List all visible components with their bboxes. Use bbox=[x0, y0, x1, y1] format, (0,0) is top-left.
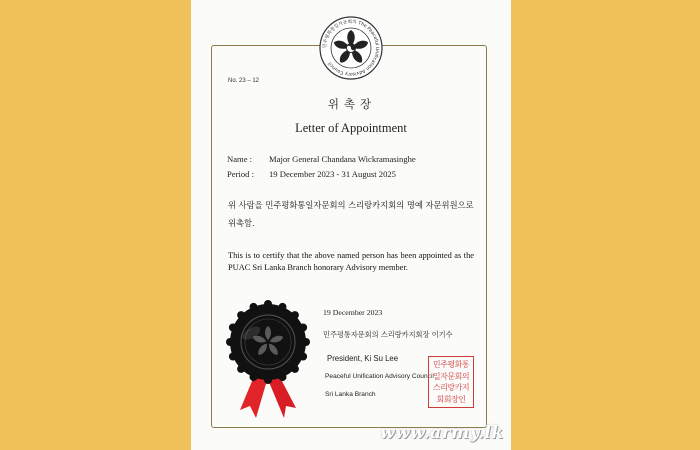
name-label: Name : bbox=[227, 154, 253, 164]
english-paragraph: This is to certify that the above named person has been appointed as the PUAC Sri Lanka Branch honorary Advisory member. bbox=[228, 251, 474, 272]
official-stamp bbox=[428, 356, 474, 408]
organization-line-2: Sri Lanka Branch bbox=[325, 391, 376, 398]
president-line: President, Ki Su Lee bbox=[327, 354, 399, 363]
stamp-line: 회회장인 bbox=[436, 394, 466, 404]
emblem-ring-text: 민주평화통일자문회의 The Peaceful Unification Advisory Council bbox=[322, 19, 380, 77]
title-english: Letter of Appointment bbox=[295, 121, 407, 135]
puac-emblem-icon bbox=[319, 16, 383, 80]
stamp-line: 스리랑카지 bbox=[432, 383, 470, 392]
korean-signature-line: 민주평통자문회의 스리랑카지회장 이기수 bbox=[323, 330, 453, 339]
wax-seal-icon bbox=[226, 300, 310, 424]
korean-paragraph: 위 사람을 민주평화통일자문회의 스리랑카지회의 명예 자문위원으로 위촉함. bbox=[228, 200, 474, 228]
stamp-line: 민주평화통 bbox=[432, 360, 470, 369]
title-korean: 위촉장 bbox=[327, 97, 377, 111]
period-value: 19 December 2023 - 31 August 2025 bbox=[269, 169, 396, 179]
period-label: Period : bbox=[227, 169, 254, 179]
organization-line-1: Peaceful Unification Advisory Council bbox=[325, 373, 434, 380]
name-value: Major General Chandana Wickramasinghe bbox=[269, 154, 416, 164]
document-number: No. 23 – 12 bbox=[228, 78, 260, 84]
issue-date: 19 December 2023 bbox=[323, 308, 383, 317]
watermark-text: www.army.lk bbox=[380, 423, 504, 443]
stamp-line: 일자문회의 bbox=[432, 371, 470, 381]
